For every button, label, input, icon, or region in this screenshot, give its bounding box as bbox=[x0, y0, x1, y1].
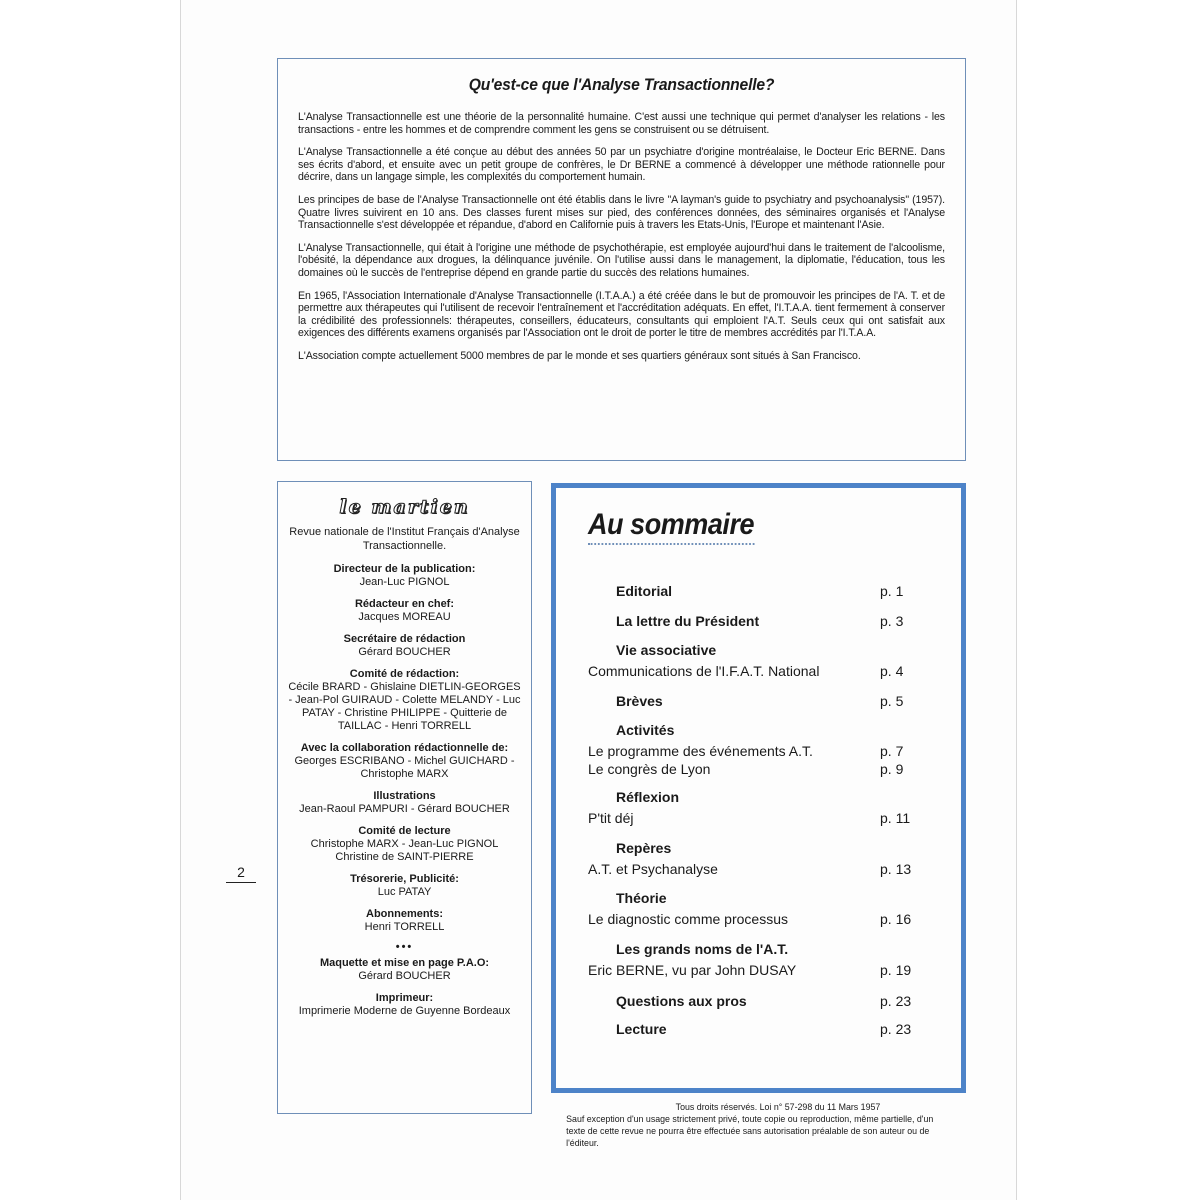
credit-group bbox=[288, 873, 521, 899]
toc-label: Questions aux pros bbox=[616, 993, 747, 1009]
toc-label: Brèves bbox=[616, 693, 663, 709]
credit-names: Cécile BRARD - Ghislaine DIETLIN-GEORGES - Jean-Pol GUIRAUD - Colette MELANDY - Luc PATAY - Christine PHILIPPE - Quitterie de TAILLAC - Henri TORRELL bbox=[288, 681, 521, 732]
credit-group bbox=[288, 633, 521, 659]
credit-role: Avec la collaboration rédactionnelle de: bbox=[300, 742, 509, 754]
credit-role: Rédacteur en chef: bbox=[354, 598, 455, 610]
toc-page-number: p. 3 bbox=[880, 613, 904, 629]
credit-names: Henri TORRELL bbox=[364, 921, 445, 933]
toc-page-number: p. 7 bbox=[880, 743, 904, 759]
copyright-line: Tous droits réservés. Loi n° 57-298 du 11 Mars 1957 bbox=[675, 1102, 881, 1112]
toc-page-number: p. 4 bbox=[880, 663, 904, 679]
toc-page-number: p. 1 bbox=[880, 583, 904, 599]
credit-group bbox=[288, 598, 521, 624]
credit-role: Comité de lecture bbox=[358, 825, 451, 837]
toc-label: Activités bbox=[616, 722, 675, 738]
toc-label: Repères bbox=[616, 840, 672, 856]
credit-role: Maquette et mise en page P.A.O: bbox=[319, 957, 490, 969]
toc-section bbox=[588, 888, 928, 908]
colophon-credits-after bbox=[288, 957, 521, 1018]
toc-entry bbox=[588, 960, 928, 980]
article-paragraph: Les principes de base de l'Analyse Transactionnelle ont été établis dans le livre "A layman's guide to psychiatry and psychoanalysis" (1957). Quatre livres suivirent en 10 ans. Des classes furent mises sur pied, des conférences données, des séminaires organisés et l'Analyse Transactionnelle s'est développée et répandue, d'abord en Californie puis à travers les Etats-Unis, l'Europe et maintenant l'Asie. bbox=[298, 193, 945, 232]
article-box bbox=[277, 58, 966, 461]
toc-page-number: p. 23 bbox=[880, 993, 912, 1009]
toc-entry bbox=[588, 661, 928, 681]
toc-section bbox=[588, 787, 928, 807]
toc-label: P'tit déj bbox=[588, 810, 634, 826]
toc-label: A.T. et Psychanalyse bbox=[588, 861, 718, 877]
credit-role: Trésorerie, Publicité: bbox=[350, 873, 459, 885]
table-of-contents-box bbox=[551, 483, 966, 1093]
colophon-box bbox=[277, 481, 532, 1114]
credit-role: Illustrations bbox=[373, 790, 436, 802]
article-paragraph: L'Analyse Transactionnelle, qui était à l'origine une méthode de psychothérapie, est employée aujourd'hui dans le traitement de l'alcoolisme, l'obésité, la dépendance aux drogues, la délinquance juvénile. On l'utilise aussi dans le management, la diplomatie, l'éducation, tous les domaines où le succès de l'entreprise dépend en grande partie du succès des relations humaines. bbox=[298, 241, 945, 279]
credit-group bbox=[288, 790, 521, 816]
toc-page-number: p. 5 bbox=[880, 693, 904, 709]
toc-section bbox=[588, 581, 928, 601]
toc-entry bbox=[588, 859, 928, 879]
credit-role: Abonnements: bbox=[366, 908, 443, 920]
toc-section bbox=[588, 720, 928, 740]
toc-page-number: p. 16 bbox=[880, 911, 912, 927]
credit-names: Imprimerie Moderne de Guyenne Bordeaux bbox=[298, 1005, 511, 1017]
toc-section bbox=[588, 838, 928, 858]
toc-section bbox=[588, 1019, 928, 1039]
credit-names: Luc PATAY bbox=[377, 886, 432, 898]
toc-label: Théorie bbox=[616, 890, 667, 906]
credit-group bbox=[288, 957, 521, 983]
credit-group bbox=[288, 742, 521, 781]
credit-group bbox=[288, 992, 521, 1018]
toc-label: Les grands noms de l'A.T. bbox=[616, 941, 789, 957]
toc-entry bbox=[588, 741, 928, 761]
toc-section bbox=[588, 640, 928, 660]
toc-section bbox=[588, 691, 928, 711]
toc-entry bbox=[588, 808, 928, 828]
credit-names: Jean-Raoul PAMPURI - Gérard BOUCHER bbox=[299, 803, 510, 815]
toc-label: Communications de l'I.F.A.T. National bbox=[588, 663, 820, 679]
toc-page-number: p. 9 bbox=[880, 761, 904, 777]
credit-names: Georges ESCRIBANO - Michel GUICHARD - Christophe MARX bbox=[294, 755, 515, 780]
credit-group bbox=[288, 825, 521, 864]
toc-section bbox=[588, 611, 928, 631]
credit-role: Comité de rédaction: bbox=[349, 668, 460, 680]
colophon-separator: ••• bbox=[395, 941, 414, 953]
credit-role: Directeur de la publication: bbox=[333, 563, 476, 575]
toc-label: La lettre du Président bbox=[616, 613, 760, 629]
toc-page-number: p. 23 bbox=[880, 1021, 912, 1037]
credit-names: Gérard BOUCHER bbox=[358, 646, 451, 658]
table-of-contents-title: Au sommaire bbox=[588, 508, 754, 545]
colophon-credits bbox=[288, 563, 521, 934]
toc-label: Le congrès de Lyon bbox=[588, 761, 711, 777]
credit-names: Jacques MOREAU bbox=[358, 611, 451, 623]
credit-group bbox=[288, 908, 521, 934]
toc-label: Réflexion bbox=[616, 789, 680, 805]
credit-names: Gérard BOUCHER bbox=[358, 970, 451, 982]
toc-label: Le programme des événements A.T. bbox=[588, 743, 813, 759]
article-paragraph: L'Analyse Transactionnelle est une théorie de la personnalité humaine. C'est aussi une technique qui permet d'analyser les relations - les transactions - entre les hommes et de comprendre comment les gens se construisent ou se détruisent. bbox=[298, 111, 945, 136]
toc-entry bbox=[588, 759, 928, 779]
toc-label: Eric BERNE, vu par John DUSAY bbox=[588, 962, 797, 978]
page-number: 2 bbox=[226, 864, 256, 883]
toc-label: Vie associative bbox=[616, 642, 717, 658]
toc-page-number: p. 19 bbox=[880, 962, 912, 978]
toc-section bbox=[588, 991, 928, 1011]
article-paragraph: En 1965, l'Association Internationale d'Analyse Transactionnelle (I.T.A.A.) a été créée dans le but de promouvoir les principes de l'A. T. et de permettre aux thérapeutes qui l'utilisent de recevoir l'entraînement et l'accréditation adéquats. En effet, l'I.T.A.A. tient fermement à conserver la crédibilité des professionnels: thérapeutes, conseillers, éducateurs, consultants qui emploient l'A.T. Seuls ceux qui ont satisfait aux exigences des différents examens organisés par l'Association ont le droit de porter le titre de membres accrédités par l'I.T.A.A. bbox=[298, 289, 945, 340]
credit-names: Christophe MARX - Jean-Luc PIGNOL Christine de SAINT-PIERRE bbox=[310, 838, 499, 863]
toc-page-number: p. 11 bbox=[880, 810, 911, 826]
toc-entry bbox=[588, 909, 928, 929]
credit-group bbox=[288, 668, 521, 733]
copyright-notice: Sauf exception d'un usage strictement privé, toute copie ou reproduction, même partielle, d'un texte de cette revue ne pourra être effectuée sans autorisation préalable de son auteur ou de l'éditeur. bbox=[566, 1114, 934, 1148]
copyright-footer bbox=[566, 1101, 952, 1149]
credit-role: Secrétaire de rédaction bbox=[343, 633, 466, 645]
article-paragraph: L'Association compte actuellement 5000 membres de par le monde et ses quartiers généraux sont situés à San Francisco. bbox=[298, 349, 861, 362]
credit-role: Imprimeur: bbox=[375, 992, 434, 1004]
credit-group bbox=[288, 563, 521, 589]
credit-names: Jean-Luc PIGNOL bbox=[359, 576, 450, 588]
article-body bbox=[298, 111, 945, 363]
article-title: Qu'est-ce que l'Analyse Transactionnelle? bbox=[468, 75, 775, 94]
magazine-tagline: Revue nationale de l'Institut Français d'Analyse Transactionnelle. bbox=[289, 526, 520, 552]
toc-label: Le diagnostic comme processus bbox=[588, 911, 788, 927]
toc-page-number: p. 13 bbox=[880, 861, 912, 877]
toc-label: Editorial bbox=[616, 583, 673, 599]
toc-section bbox=[588, 939, 928, 959]
article-paragraph: L'Analyse Transactionnelle a été conçue au début des années 50 par un psychiatre d'origine montréalaise, le Docteur Eric BERNE. Dans ses écrits d'abord, et ensuite avec un petit groupe de confrères, le Dr BERNE a commencé à développer une méthode rationnelle pour décrire, dans un langage simple, les complexités du comportement humain. bbox=[298, 146, 945, 184]
toc-label: Lecture bbox=[616, 1021, 667, 1037]
magazine-logo: le martien bbox=[339, 496, 470, 518]
